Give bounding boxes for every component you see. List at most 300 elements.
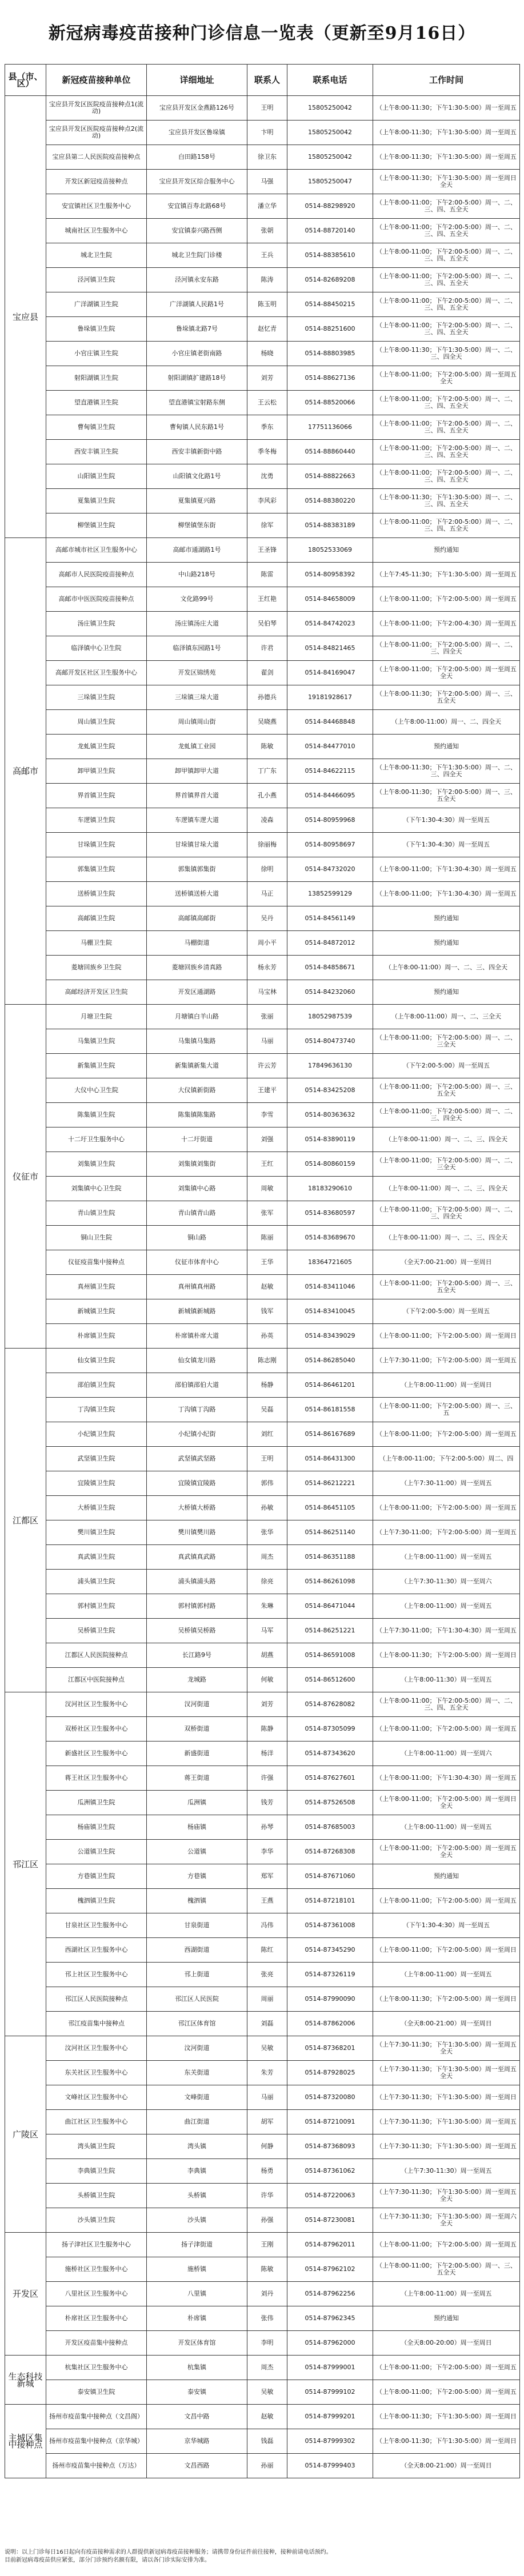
table-row (5, 1177, 520, 1201)
table-row (5, 1815, 520, 1840)
contact-cell: 杨晓 (247, 342, 287, 366)
address-cell: 文昌西路 (147, 2454, 247, 2478)
hours-cell: 预约通知 (373, 931, 520, 956)
phone-cell: 0514-87230081 (287, 2208, 373, 2233)
phone-cell: 0514-87999403 (287, 2454, 373, 2478)
table-row (5, 1594, 520, 1619)
unit-cell: 刘集镇卫生院 (46, 1152, 147, 1177)
phone-cell: 0514-87962102 (287, 2257, 373, 2282)
table-row (5, 1668, 520, 1692)
contact-cell: 李雪 (247, 1103, 287, 1127)
address-cell: 高邮镇高邮街 (147, 906, 247, 931)
contact-cell: 孙琴 (247, 1815, 287, 1840)
hours-cell: （上午7:30-11:30；下午1:30-5:00）周一至周五全天 (373, 2061, 520, 2085)
unit-cell: 小纪镇卫生院 (46, 1422, 147, 1447)
hours-cell: （上午8:00-11:00；下午2:00-5:00）周一至周五全天 (373, 1840, 520, 1864)
phone-cell: 0514-86351188 (287, 1545, 373, 1570)
phone-cell: 0514-86451105 (287, 1496, 373, 1520)
contact-cell: 周丽 (247, 1987, 287, 2012)
contact-cell: 卞明 (247, 121, 287, 145)
hours-cell: （下午2:00-5:00）周一至周五 (373, 1054, 520, 1078)
hours-cell: （上午8:00-11:00；下午2:00-5:00）周一、三、五全天 (373, 2257, 520, 2282)
contact-cell: 孙敏 (247, 1496, 287, 1520)
unit-cell: 邗上社区卫生服务中心 (46, 1963, 147, 1987)
unit-cell: 夏集镇卫生院 (46, 489, 147, 513)
unit-cell: 槐泗镇卫生院 (46, 1889, 147, 1913)
address-cell: 宝应县开发区鲁垛镇 (147, 121, 247, 145)
phone-cell: 0514-88822663 (287, 464, 373, 489)
contact-cell: 季冬梅 (247, 440, 287, 464)
unit-cell: 开发区新冠疫苗接种点 (46, 170, 147, 194)
table-body (5, 96, 520, 2478)
address-cell: 东关街道 (147, 2061, 247, 2085)
contact-cell: 王燕 (247, 1889, 287, 1913)
address-cell: 陈集镇陈集路 (147, 1103, 247, 1127)
unit-cell: 汊河社区卫生服务中心 (46, 1692, 147, 1717)
unit-cell: 望直港镇卫生院 (46, 391, 147, 415)
hours-cell: （上午8:00-11:00）周一、二、三、四全天 (373, 1127, 520, 1152)
hours-cell: （上午8:00-11:00；下午2:00-5:00）周一至周五 (373, 2356, 520, 2380)
phone-cell: 0514-88803985 (287, 342, 373, 366)
address-cell: 朴席镇朴席大道 (147, 1324, 247, 1349)
hours-cell: （全天8:00-20:00）周一至周日 (373, 2331, 520, 2356)
unit-cell: 杭集社区卫生服务中心 (46, 2356, 147, 2380)
unit-cell: 城南社区卫生服务中心 (46, 219, 147, 243)
header-hours: 工作时间 (373, 65, 520, 96)
phone-cell: 0514-87962000 (287, 2331, 373, 2356)
unit-cell: 蒋王社区卫生服务中心 (46, 1766, 147, 1791)
phone-cell: 0514-87685003 (287, 1815, 373, 1840)
hours-cell: （上午8:00-11:00；下午2:00-5:00）周一、二、三、四、五全天 (373, 317, 520, 342)
city-cell: 高邮市 (5, 538, 46, 1005)
city-cell: 广陵区 (5, 2036, 46, 2233)
phone-cell: 0514-84232060 (287, 980, 373, 1005)
unit-cell: 周山镇卫生院 (46, 710, 147, 735)
address-cell: 槐泗镇 (147, 1889, 247, 1913)
table-row (5, 931, 520, 956)
contact-cell: 赵敏 (247, 2405, 287, 2429)
table-row (5, 735, 520, 759)
table-row (5, 1152, 520, 1177)
address-cell: 铜山路 (147, 1226, 247, 1250)
unit-cell: 头桥镇卫生院 (46, 2184, 147, 2208)
unit-cell: 文峰社区卫生服务中心 (46, 2085, 147, 2110)
contact-cell: 凌森 (247, 808, 287, 833)
phone-cell: 0514-87343620 (287, 1742, 373, 1766)
address-cell: 施桥镇 (147, 2257, 247, 2282)
unit-cell: 方巷镇卫生院 (46, 1864, 147, 1889)
phone-cell: 0514-83439029 (287, 1324, 373, 1349)
unit-cell: 湾头镇卫生院 (46, 2134, 147, 2159)
table-header-row (5, 65, 520, 96)
unit-cell: 江都区人民医院接种点 (46, 1643, 147, 1668)
unit-cell: 仪征疫苗集中接种点 (46, 1250, 147, 1275)
table-row (5, 2208, 520, 2233)
phone-cell: 0514-87671060 (287, 1864, 373, 1889)
unit-cell: 新盛社区卫生服务中心 (46, 1742, 147, 1766)
address-cell: 邗上街道 (147, 1963, 247, 1987)
table-row (5, 1520, 520, 1545)
phone-cell: 0514-87999001 (287, 2356, 373, 2380)
contact-cell: 郑军 (247, 1864, 287, 1889)
hours-cell: （上午8:00-11:00；下午2:00-5:00）周一、二、三、四、五全天 (373, 391, 520, 415)
address-cell: 望直港镇宝射路东侧 (147, 391, 247, 415)
unit-cell: 宜陵镇卫生院 (46, 1471, 147, 1496)
phone-cell: 0514-88251600 (287, 317, 373, 342)
contact-cell: 陈静 (247, 1717, 287, 1742)
unit-cell: 十二圩卫生服务中心 (46, 1127, 147, 1152)
unit-cell: 瓜洲镇卫生院 (46, 1791, 147, 1815)
unit-cell: 樊川镇卫生院 (46, 1520, 147, 1545)
city-cell: 邗江区 (5, 1692, 46, 2036)
table-row (5, 857, 520, 882)
phone-cell: 0514-86512600 (287, 1668, 373, 1692)
unit-cell: 曲江社区卫生服务中心 (46, 2110, 147, 2134)
address-cell: 新城镇新城路 (147, 1299, 247, 1324)
contact-cell: 杨洋 (247, 1742, 287, 1766)
table-row (5, 464, 520, 489)
table-row (5, 1570, 520, 1594)
phone-cell: 0514-86251140 (287, 1520, 373, 1545)
unit-cell: 邵伯镇卫生院 (46, 1373, 147, 1398)
address-cell: 甘泉街道 (147, 1913, 247, 1938)
unit-cell: 射阳湖镇卫生院 (46, 366, 147, 391)
hours-cell: （上午8:00-11:30；下午2:00-5:00）周一至周日 (373, 1987, 520, 2012)
table-row (5, 243, 520, 268)
address-cell: 朴席镇 (147, 2306, 247, 2331)
contact-cell: 季东 (247, 415, 287, 440)
hours-cell: （上午8:00-11:00）周一、二、三、四全天 (373, 1177, 520, 1201)
unit-cell: 郭集镇卫生院 (46, 857, 147, 882)
unit-cell: 曹甸镇卫生院 (46, 415, 147, 440)
contact-cell: 周杰 (247, 2356, 287, 2380)
unit-cell: 八里社区卫生服务中心 (46, 2282, 147, 2306)
phone-cell: 18052533069 (287, 538, 373, 563)
phone-cell: 0514-87368093 (287, 2134, 373, 2159)
unit-cell: 西安丰镇卫生院 (46, 440, 147, 464)
phone-cell: 0514-84466095 (287, 784, 373, 808)
hours-cell: （上午8:00-11:00；下午2:00-5:00）周一至周五 (373, 2380, 520, 2405)
hours-cell: （上午8:00-11:00）周一至周五 (373, 2282, 520, 2306)
hours-cell: （下午2:00-5:00）周一至周五 (373, 1299, 520, 1324)
address-cell: 小官庄镇老街南路 (147, 342, 247, 366)
address-cell: 界首镇界首大道 (147, 784, 247, 808)
table-row (5, 2159, 520, 2184)
hours-cell: （上午8:00-11:00；下午2:00-5:00）周一至周五全天 (373, 366, 520, 391)
unit-cell: 真武镇卫生院 (46, 1545, 147, 1570)
unit-cell: 扬州市疫苗集中接种点（京华城） (46, 2429, 147, 2454)
contact-cell: 周敏 (247, 1177, 287, 1201)
table-row (5, 1692, 520, 1717)
contact-cell: 朱琳 (247, 1594, 287, 1619)
address-cell: 大仪镇新街路 (147, 1078, 247, 1103)
address-cell: 刘集镇中心路 (147, 1177, 247, 1201)
unit-cell: 开发区疫苗集中接种点 (46, 2331, 147, 2356)
address-cell: 汤庄镇汤庄大道 (147, 612, 247, 636)
phone-cell: 0514-87962011 (287, 2233, 373, 2257)
table-row (5, 440, 520, 464)
hours-cell: （上午7:30-11:30；下午1:30-5:00）周一至周日 (373, 2085, 520, 2110)
phone-cell: 0514-87526508 (287, 1791, 373, 1815)
contact-cell: 王明 (247, 96, 287, 121)
hours-cell: （全天8:00-21:00）周一至周日 (373, 2012, 520, 2036)
table-row (5, 1963, 520, 1987)
table-row (5, 1078, 520, 1103)
unit-cell: 仙女镇卫生院 (46, 1349, 147, 1373)
unit-cell: 菱塘回族乡卫生院 (46, 956, 147, 980)
hours-cell: （上午8:00-11:00；下午2:00-5:00）周一至周五 (373, 1496, 520, 1520)
city-cell: 宝应县 (5, 96, 46, 538)
phone-cell: 0514-80363632 (287, 1103, 373, 1127)
phone-cell: 0514-87218101 (287, 1889, 373, 1913)
contact-cell: 冯伟 (247, 1913, 287, 1938)
clinic-table (5, 64, 520, 2478)
table-row (5, 1275, 520, 1299)
unit-cell: 陈集镇卫生院 (46, 1103, 147, 1127)
unit-cell: 鲁垛镇卫生院 (46, 317, 147, 342)
header-phone: 联系电话 (287, 65, 373, 96)
table-row (5, 2036, 520, 2061)
table-row (5, 2061, 520, 2085)
address-cell: 小纪镇小纪街 (147, 1422, 247, 1447)
table-row (5, 1373, 520, 1398)
unit-cell: 宝应县开发区医院疫苗接种点2(流动) (46, 121, 147, 145)
contact-cell: 王华 (247, 1250, 287, 1275)
phone-cell: 0514-87368201 (287, 2036, 373, 2061)
contact-cell: 陈志刚 (247, 1349, 287, 1373)
table-row (5, 808, 520, 833)
phone-cell: 0514-83680597 (287, 1201, 373, 1226)
hours-cell: （上午8:00-11:30；下午1:30-5:00）周一至周日 (373, 2405, 520, 2429)
phone-cell: 0514-84742023 (287, 612, 373, 636)
table-row (5, 145, 520, 170)
hours-cell: （上午8:00-11:00；下午1:30-4:30）周一至周五 (373, 1766, 520, 1791)
contact-cell: 丁广东 (247, 759, 287, 784)
phone-cell: 0514-88520066 (287, 391, 373, 415)
table-row (5, 1005, 520, 1029)
address-cell: 杨庙镇 (147, 1815, 247, 1840)
table-row (5, 612, 520, 636)
hours-cell: （上午7:30-11:30）周一至周六 (373, 1570, 520, 1594)
hours-cell: （上午8:00-11:00；下午1:30-4:30）周一至周五 (373, 857, 520, 882)
address-cell: 曲江街道 (147, 2110, 247, 2134)
unit-cell: 西湖社区卫生服务中心 (46, 1938, 147, 1963)
contact-cell: 徐亮 (247, 1570, 287, 1594)
phone-cell: 0514-84468848 (287, 710, 373, 735)
phone-cell: 0514-83425208 (287, 1078, 373, 1103)
address-cell: 菱塘回族乡清真路 (147, 956, 247, 980)
table-row (5, 1938, 520, 1963)
address-cell: 泰安镇 (147, 2380, 247, 2405)
contact-cell: 马宝林 (247, 980, 287, 1005)
unit-cell: 杨庙镇卫生院 (46, 1815, 147, 1840)
hours-cell: （上午8:00-11:00；下午2:00-5:00）周一、二、三、四、五全天 (373, 1692, 520, 1717)
address-cell: 邗江区人民医院 (147, 1987, 247, 2012)
hours-cell: 预约通知 (373, 980, 520, 1005)
address-cell: 真州镇真州路 (147, 1275, 247, 1299)
hours-cell: （上午8:00-11:30；下午1:30-5:00）周一至周日全天 (373, 170, 520, 194)
table-row (5, 1742, 520, 1766)
contact-cell: 张朝 (247, 219, 287, 243)
unit-cell: 月塘卫生院 (46, 1005, 147, 1029)
unit-cell: 广洋湖镇卫生院 (46, 292, 147, 317)
address-cell: 广洋湖镇人民路1号 (147, 292, 247, 317)
unit-cell: 真州镇卫生院 (46, 1275, 147, 1299)
hours-cell: （上午8:00-11:00）周一、二、三、四全天 (373, 956, 520, 980)
phone-cell: 0514-87345290 (287, 1938, 373, 1963)
phone-cell: 0514-87268308 (287, 1840, 373, 1864)
phone-cell: 0514-83411046 (287, 1275, 373, 1299)
address-cell: 西安丰镇新街中路 (147, 440, 247, 464)
hours-cell: （上午8:00-11:00；下午2:00-5:00）周一至周五全天 (373, 661, 520, 685)
hours-cell: （上午7:30-11:30；下午1:30-5:00）周一至周六全天 (373, 2208, 520, 2233)
table-row (5, 366, 520, 391)
phone-cell: 0514-88720140 (287, 219, 373, 243)
table-row (5, 2331, 520, 2356)
address-cell: 汊河街道 (147, 1692, 247, 1717)
unit-cell: 车逻镇卫生院 (46, 808, 147, 833)
contact-cell: 吴敏 (247, 2380, 287, 2405)
table-row (5, 1250, 520, 1275)
unit-cell: 汤庄镇卫生院 (46, 612, 147, 636)
table-row (5, 2012, 520, 2036)
contact-cell: 杨勇 (247, 2159, 287, 2184)
contact-cell: 王红 (247, 1152, 287, 1177)
address-cell: 方巷镇 (147, 1864, 247, 1889)
contact-cell: 吴敏 (247, 2036, 287, 2061)
address-cell: 车逻镇车逻大道 (147, 808, 247, 833)
unit-cell: 送桥镇卫生院 (46, 882, 147, 906)
hours-cell: （上午8:00-11:00；下午2:00-5:00）周一至周五 (373, 1422, 520, 1447)
table-row (5, 1226, 520, 1250)
hours-cell: （上午8:00-11:30）周一至周五 (373, 1668, 520, 1692)
table-row (5, 1422, 520, 1447)
phone-cell: 0514-80860159 (287, 1152, 373, 1177)
phone-cell: 0514-86181558 (287, 1398, 373, 1422)
address-cell: 杭集镇 (147, 2356, 247, 2380)
contact-cell: 王兵 (247, 243, 287, 268)
phone-cell: 0514-87627601 (287, 1766, 373, 1791)
hours-cell: （上午7:30-11:30；下午1:30-5:00）周一至周五全天 (373, 2036, 520, 2061)
footer-note: 目前新冠病毒疫苗供应紧张，部分门诊预约名额有限，请以各门诊实际安排为准。 (5, 2557, 210, 2563)
contact-cell: 孙丽 (247, 2454, 287, 2478)
footer-note: 说明：以上门诊每日16日起向有疫苗接种需求的人群提供新冠病毒疫苗接种服务；请携带身份证件前往接种，接种前请电话预约。 (5, 2549, 332, 2555)
table-row (5, 2184, 520, 2208)
phone-cell: 0514-86167689 (287, 1422, 373, 1447)
hours-cell: （上午8:00-11:00）周一、二、三全天 (373, 1005, 520, 1029)
contact-cell: 赵敏 (247, 1275, 287, 1299)
phone-cell: 0514-88860440 (287, 440, 373, 464)
address-cell: 文昌中路 (147, 2405, 247, 2429)
contact-cell: 陈敏 (247, 735, 287, 759)
hours-cell: （上午8:00-11:00；下午2:00-5:00）周一、三、五全天 (373, 1078, 520, 1103)
address-cell: 宝应县开发区金燕路126号 (147, 96, 247, 121)
unit-cell: 高邮市城市社区卫生服务中心 (46, 538, 147, 563)
unit-cell: 武坚镇卫生院 (46, 1447, 147, 1471)
phone-cell: 0514-87862006 (287, 2012, 373, 2036)
table-row (5, 685, 520, 710)
hours-cell: （上午8:00-11:00；下午2:00-5:00）周一、二、三、四、五全天 (373, 194, 520, 219)
table-row (5, 415, 520, 440)
hours-cell: （上午8:00-11:00）周一至周六 (373, 1742, 520, 1766)
address-cell: 三垛镇三垛大道 (147, 685, 247, 710)
unit-cell: 界首镇卫生院 (46, 784, 147, 808)
address-cell: 京华城路 (147, 2429, 247, 2454)
phone-cell: 13852599129 (287, 882, 373, 906)
table-row (5, 170, 520, 194)
unit-cell: 施桥社区卫生服务中心 (46, 2257, 147, 2282)
phone-cell: 0514-87962256 (287, 2282, 373, 2306)
hours-cell: （上午8:00-11:00；下午2:00-5:00）周二、四 (373, 1447, 520, 1471)
hours-cell: （上午8:00-11:00；下午2:00-5:00）周一、二、三全天 (373, 1029, 520, 1054)
hours-cell: （上午7:30-11:00）周一至周五 (373, 1471, 520, 1496)
hours-cell: （上午8:00-11:30；下午2:00-5:00）周一、三、五全天 (373, 685, 520, 710)
phone-cell: 0514-83890119 (287, 1127, 373, 1152)
hours-cell: （上午8:00-11:30；下午2:00-5:00）周一至周日 (373, 1643, 520, 1668)
unit-cell: 新集镇卫生院 (46, 1054, 147, 1078)
phone-cell: 0514-84658009 (287, 587, 373, 612)
phone-cell: 0514-84561149 (287, 906, 373, 931)
table-row (5, 1447, 520, 1471)
unit-cell: 泰安镇卫生院 (46, 2380, 147, 2405)
phone-cell: 0514-80473740 (287, 1029, 373, 1054)
unit-cell: 柳堡镇卫生院 (46, 513, 147, 538)
hours-cell: （上午8:00-11:00）周一至周日 (373, 1373, 520, 1398)
contact-cell: 陈玉明 (247, 292, 287, 317)
table-row (5, 1717, 520, 1742)
address-cell: 送桥镇送桥大道 (147, 882, 247, 906)
contact-cell: 王刚 (247, 2233, 287, 2257)
address-cell: 大桥镇大桥路 (147, 1496, 247, 1520)
address-cell: 月塘镇白羊山路 (147, 1005, 247, 1029)
address-cell: 中山路218号 (147, 563, 247, 587)
address-cell: 刘集镇刘集街 (147, 1152, 247, 1177)
address-cell: 宝应县开发区综合服务中心 (147, 170, 247, 194)
unit-cell: 卸甲镇卫生院 (46, 759, 147, 784)
table-row (5, 219, 520, 243)
contact-cell: 许华 (247, 2184, 287, 2208)
hours-cell: （上午8:00-11:30；下午1:30-5:00）周一至周五 (373, 96, 520, 121)
hours-cell: （上午8:00-11:00；下午2:00-5:00）周一至周五 (373, 587, 520, 612)
address-cell: 真武镇真武路 (147, 1545, 247, 1570)
address-cell: 安宜镇百寿北路68号 (147, 194, 247, 219)
contact-cell: 张伟 (247, 2306, 287, 2331)
table-row (5, 1201, 520, 1226)
hours-cell: （下午1:30-4:30）周一至周五 (373, 1913, 520, 1938)
phone-cell: 0514-84169047 (287, 661, 373, 685)
address-cell: 西湖街道 (147, 1938, 247, 1963)
contact-cell: 陈雷 (247, 563, 287, 587)
hours-cell: （上午8:00-11:00；下午2:00-5:00）周一、三、五全天 (373, 1275, 520, 1299)
contact-cell: 徐丽梅 (247, 833, 287, 857)
table-row (5, 710, 520, 735)
phone-cell: 0514-86212221 (287, 1471, 373, 1496)
unit-cell: 汶河社区卫生服务中心 (46, 2036, 147, 2061)
phone-cell: 0514-87320080 (287, 2085, 373, 2110)
contact-cell: 王红艳 (247, 587, 287, 612)
address-cell: 宜陵镇宜陵路 (147, 1471, 247, 1496)
contact-cell: 吴伯琴 (247, 612, 287, 636)
hours-cell: （上午7:30-11:30；下午1:30-5:00）周一至周五 (373, 2110, 520, 2134)
contact-cell: 杨静 (247, 1373, 287, 1398)
unit-cell: 马棚卫生院 (46, 931, 147, 956)
address-cell: 长江路9号 (147, 1643, 247, 1668)
hours-cell: （上午7:45-11:30；下午1:30-5:00）周一至周五 (373, 563, 520, 587)
unit-cell: 城北卫生院 (46, 243, 147, 268)
address-cell: 马棚街道 (147, 931, 247, 956)
address-cell: 吴桥镇吴桥路 (147, 1619, 247, 1643)
phone-cell: 0514-86471044 (287, 1594, 373, 1619)
